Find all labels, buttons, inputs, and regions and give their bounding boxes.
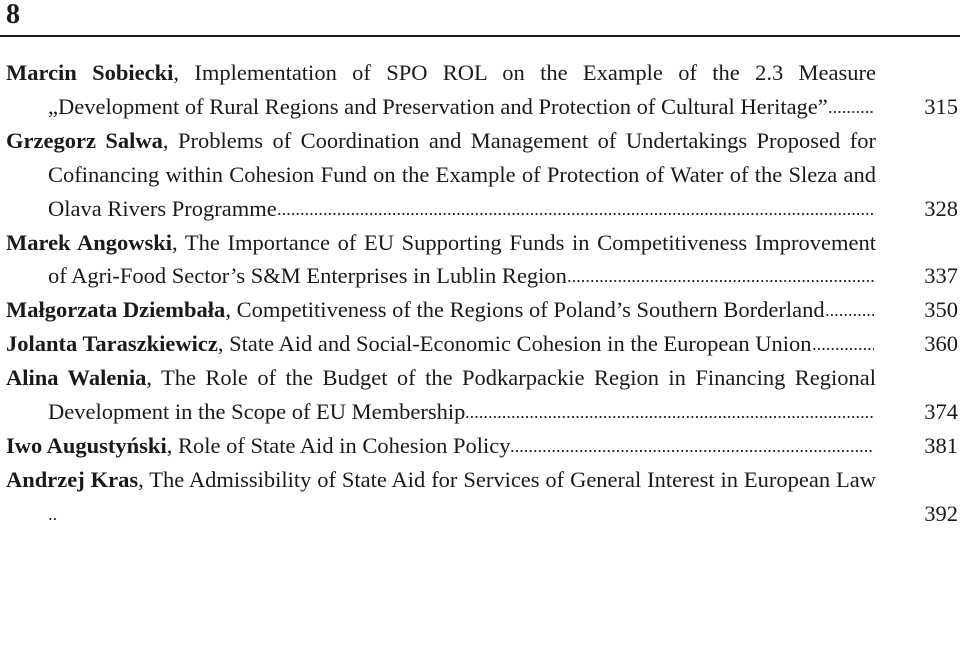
entry-author: Małgorzata Dziembała <box>6 297 226 323</box>
toc-entry[interactable] <box>6 124 960 226</box>
dot-leader <box>812 347 874 351</box>
entry-author: Andrzej Kras <box>6 466 139 492</box>
entry-page: 350 <box>924 297 958 323</box>
page-number: 8 <box>6 0 20 30</box>
entry-title: , The Admissibility of State Aid for Services of General Interest in European Law <box>138 466 876 492</box>
entry-title: , The Role of the Budget of the Podkarpackie Region in Financing Regional Development in the Scope of EU Membership <box>48 365 877 425</box>
table-of-contents <box>6 56 960 531</box>
toc-entry[interactable] <box>6 56 960 124</box>
entry-page: 374 <box>924 399 958 425</box>
entry-page: 392 <box>924 500 958 526</box>
dot-leader <box>48 517 58 521</box>
dot-leader <box>828 110 874 114</box>
dot-leader <box>567 279 874 283</box>
dot-leader <box>825 313 874 317</box>
entry-author: Marcin Sobiecki <box>6 60 174 85</box>
toc-entry[interactable] <box>6 327 960 361</box>
entry-page: 328 <box>924 195 958 221</box>
entry-author: Alina Walenia <box>6 365 147 391</box>
header-rule <box>0 35 960 37</box>
entry-title: , Implementation of SPO ROL on the Example of the 2.3 Measure „Development of Rural Regions and Preservation and Protection of Cultural Heritage” <box>48 60 876 119</box>
entry-title: , Role of State Aid in Cohesion Policy <box>166 432 511 458</box>
dot-leader <box>277 212 874 216</box>
toc-entry[interactable] <box>6 293 960 327</box>
toc-entry[interactable] <box>6 463 960 531</box>
entry-title: , Problems of Coordination and Management of Undertakings Proposed for Cofinancing within Cohesion Fund on the Example of Protection of Water of the Sleza and Olava Rivers Programme <box>48 127 876 221</box>
entry-title: , Competitiveness of the Regions of Poland’s Southern Borderland <box>225 297 825 323</box>
dot-leader <box>510 449 874 453</box>
entry-page: 337 <box>924 263 958 289</box>
entry-page: 381 <box>924 432 958 458</box>
entry-author: Marek Angowski <box>6 229 173 255</box>
entry-author: Grzegorz Salwa <box>6 127 163 153</box>
entry-page: 315 <box>924 93 958 119</box>
dot-leader <box>465 415 874 419</box>
entry-author: Jolanta Taraszkiewicz <box>6 331 218 357</box>
entry-author: Iwo Augustyński <box>6 432 167 458</box>
toc-entry[interactable] <box>6 226 960 294</box>
entry-title: , The Importance of EU Supporting Funds in Competitiveness Improvement of Agri-Food Sector’s S&M Enterprises in Lublin Region <box>48 229 877 289</box>
entry-page: 360 <box>924 331 958 357</box>
entry-title: , State Aid and Social-Economic Cohesion in the European Union <box>217 331 812 357</box>
toc-entry[interactable] <box>6 429 960 463</box>
toc-entry[interactable] <box>6 361 960 429</box>
